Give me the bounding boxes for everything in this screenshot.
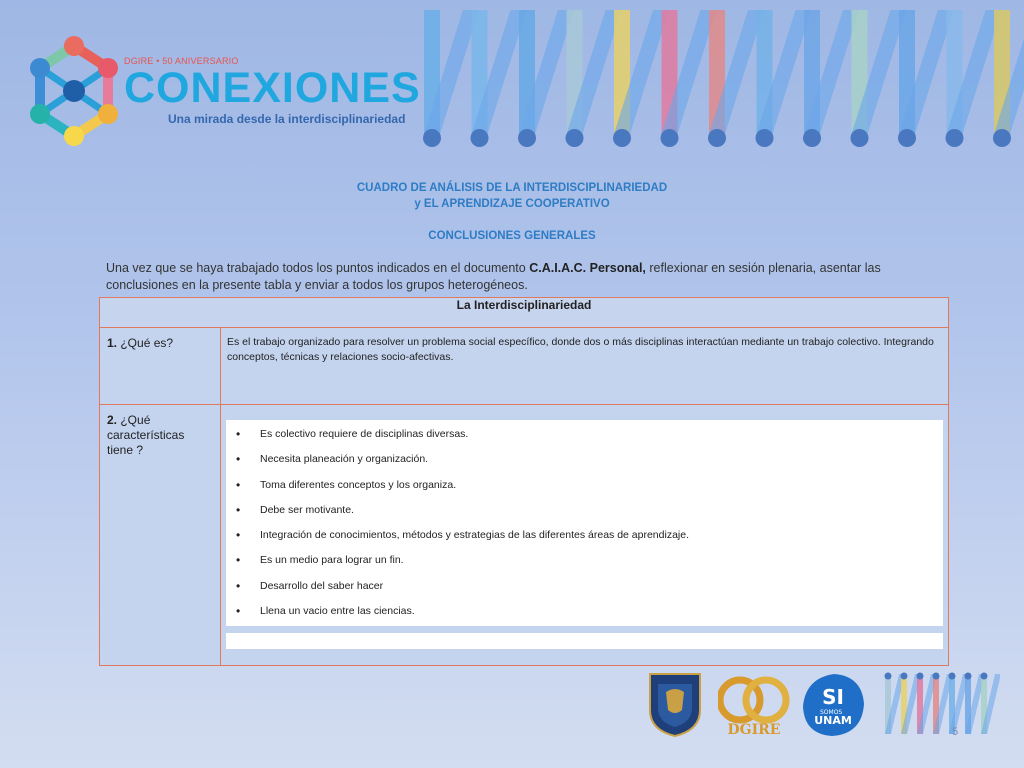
document-name: C.A.I.A.C. Personal, xyxy=(529,261,646,275)
characteristic-item: • Toma diferentes conceptos y los organiza. xyxy=(236,473,943,498)
dgire-50-logo xyxy=(718,672,790,738)
conexiones-logo-mark xyxy=(26,32,126,150)
question-cell xyxy=(100,405,221,666)
dgire-label: DGIRE xyxy=(727,722,781,738)
unam-shield-icon xyxy=(646,670,704,738)
characteristic-item: • Desarrollo del saber hacer xyxy=(236,574,943,599)
conclusions-subtitle: CONCLUSIONES GENERALES xyxy=(428,230,596,242)
table-heading-line2: y EL APRENDIZAJE COOPERATIVO xyxy=(414,198,610,210)
table-heading-line1: CUADRO DE ANÁLISIS DE LA INTERDISCIPLINARIEDAD xyxy=(356,182,668,194)
characteristic-item: • Es un medio para lograr un fin. xyxy=(236,548,943,573)
question-text: ¿Qué características tiene ? xyxy=(107,413,185,457)
table-header: La Interdisciplinariedad xyxy=(100,298,949,328)
intro-text-end: reflexionar en sesión plenaria, asentar las conclusiones en la presente tabla y enviar a todos los grupos heterogéneos. xyxy=(106,261,881,292)
brand-title: CONEXIONES xyxy=(124,64,421,112)
empty-text-box[interactable] xyxy=(226,633,943,649)
characteristic-item: • Llena un vacio entre las ciencias. xyxy=(236,599,943,624)
answer-cell[interactable] xyxy=(221,405,949,666)
question-number: 1. xyxy=(107,336,118,350)
answer-cell[interactable] xyxy=(221,328,949,405)
question-cell xyxy=(100,328,221,405)
characteristic-item: • Es colectivo requiere de disciplinas diversas. xyxy=(236,422,943,447)
characteristic-item: • Necesita planeación y organización. xyxy=(236,447,943,472)
page-number: 5 xyxy=(952,726,959,738)
characteristic-item: • Debe ser motivante. xyxy=(236,498,943,523)
question-number: 2. xyxy=(107,413,118,427)
si-label: SI xyxy=(822,685,844,709)
unam-label: UNAM xyxy=(814,714,852,727)
decorative-stripes-small xyxy=(880,670,1000,738)
question-text: ¿Qué es? xyxy=(117,336,174,350)
si-somos-unam-logo xyxy=(800,672,868,738)
brand-block xyxy=(124,56,421,126)
anniversary-label: DGIRE • 50 ANIVERSARIO xyxy=(124,56,239,66)
characteristics-list-box xyxy=(226,420,943,626)
intro-paragraph xyxy=(106,260,906,294)
characteristics-list xyxy=(226,422,943,624)
somos-label: SOMOS xyxy=(820,709,843,716)
analysis-table xyxy=(99,297,949,666)
intro-text: Una vez que se haya trabajado todos los puntos indicados en el documento xyxy=(106,261,530,275)
decorative-stripes xyxy=(410,8,1024,156)
characteristic-item: • Integración de conocimientos, métodos y estrategias de las diferentes áreas de aprendizaje. xyxy=(236,523,943,548)
definition-text: Es el trabajo organizado para resolver un problema social específico, donde dos o más disciplinas interactúan mediante un trabajo colectivo. Integrando conceptos, técnicas y relaciones socio-afectivas. xyxy=(227,336,934,363)
brand-tagline: Una mirada desde la interdisciplinariedad xyxy=(168,112,406,126)
